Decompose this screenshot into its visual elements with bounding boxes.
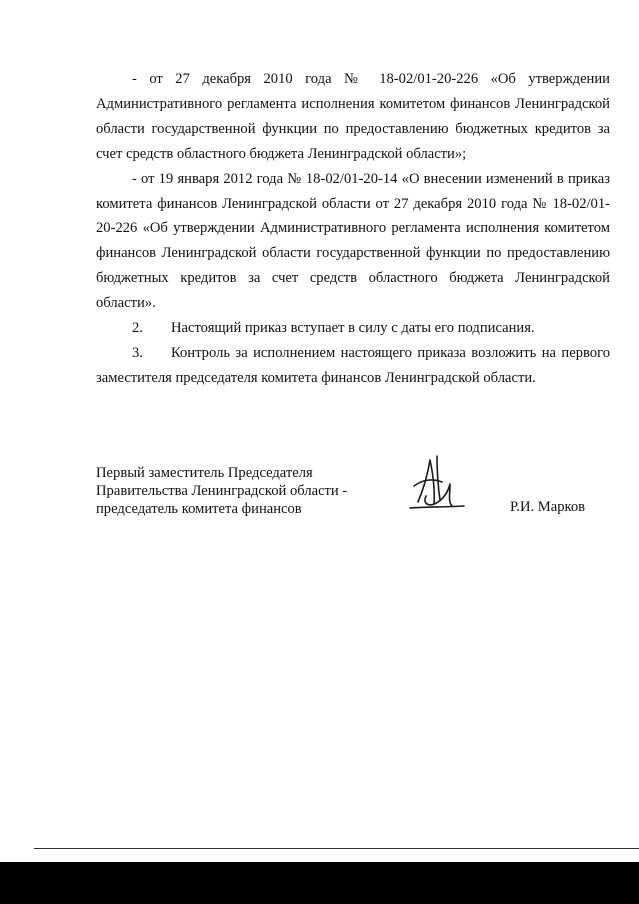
item-2 bbox=[96, 316, 610, 341]
signatory-name: Р.И. Марков bbox=[510, 499, 586, 515]
item-text: Контроль за исполнением настоящего приказа возложить на первого заместителя председателя комитета финансов Ленинградской области. bbox=[96, 344, 610, 386]
item-text: Настоящий приказ вступает в силу с даты его подписания. bbox=[171, 320, 535, 337]
handwritten-signature bbox=[404, 452, 466, 516]
paragraph-order-2012: - от 19 января 2012 года № 18-02/01-20-14 «О внесении изменений в приказ комитета финансов Ленинградской области от 27 декабря 2010 года № 18-02/01-20-226 «Об утверждении Административного регламента исполнения комитетом финансов Ленинградской области государственной функции по предоставлению бюджетных кредитов за счет средств областного бюджета Ленинградской области». bbox=[96, 170, 610, 312]
item-number: 2. bbox=[132, 320, 143, 337]
position-line: Правительства Ленинградской области - bbox=[96, 483, 348, 499]
scan-border bbox=[0, 862, 639, 904]
item-3 bbox=[96, 341, 610, 391]
position-line: председатель комитета финансов bbox=[96, 501, 302, 517]
position-line: Первый заместитель Председателя bbox=[96, 465, 313, 481]
footer-rule bbox=[34, 848, 639, 849]
document-body bbox=[96, 67, 610, 391]
item-number: 3. bbox=[132, 344, 143, 361]
signatory-position bbox=[96, 464, 396, 518]
paragraph-order-2010: - от 27 декабря 2010 года № 18-02/01-20-226 «Об утверждении Административного регламента исполнения комитетом финансов Ленинградской области государственной функции по предоставлению бюджетных кредитов за счет средств областного бюджета Ленинградской области»; bbox=[96, 71, 610, 162]
